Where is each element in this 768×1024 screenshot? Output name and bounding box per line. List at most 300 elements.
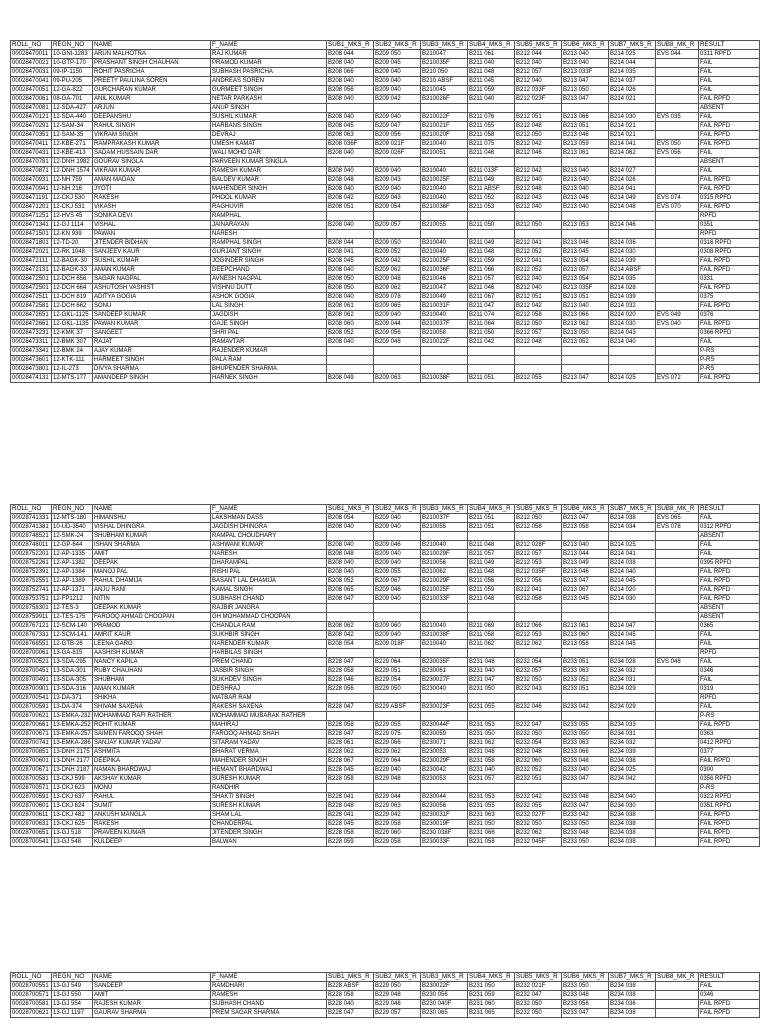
cell-name: RAHUL [93, 793, 211, 802]
table-row [11, 185, 760, 194]
cell-sub8-marks [656, 622, 699, 631]
cell-result: FAIL RPFD [699, 811, 760, 820]
cell-sub3-marks: B210036F [421, 203, 468, 212]
cell-father-name: NETAR PARKASH [211, 95, 327, 104]
cell-sub8-marks [656, 649, 699, 658]
table-row [11, 86, 760, 95]
cell-name: HIMANSHU [93, 514, 211, 523]
cell-sub8-marks [656, 820, 699, 829]
cell-sub8-marks [656, 239, 699, 248]
cell-sub6-marks: B213 044 [562, 550, 609, 559]
cell-sub1-marks: B228 045 [327, 766, 374, 775]
cell-sub3-marks [421, 613, 468, 622]
cell-roll-no: 00028470031 [11, 68, 52, 77]
cell-sub1-marks [327, 347, 374, 356]
cell-name: LEENA GARG [93, 640, 211, 649]
cell-regn-no: 13-GJ 548 [52, 838, 93, 847]
cell-sub5-marks: B212 051 [515, 113, 562, 122]
cell-regn-no: 13-DNH 2187 [52, 766, 93, 775]
cell-sub2-marks: B209 043 [374, 176, 421, 185]
cell-sub6-marks [562, 613, 609, 622]
cell-name: MANOJ PAL [93, 568, 211, 577]
cell-sub4-marks: B231 057 [468, 775, 515, 784]
cell-father-name: BALDEV KUMAR [211, 176, 327, 185]
cell-sub5-marks [515, 212, 562, 221]
cell-sub8-marks [656, 730, 699, 739]
cell-sub6-marks: B213 040 [562, 59, 609, 68]
cell-sub3-marks: B210040 [421, 248, 468, 257]
cell-father-name: PALA RAM [211, 356, 327, 365]
cell-roll-no: 00028700541 [11, 838, 52, 847]
cell-father-name: LAL SINGH [211, 302, 327, 311]
cell-regn-no: 12-TES-175 [52, 613, 93, 622]
cell-sub8-marks [656, 676, 699, 685]
cell-roll-no: 00028700541 [11, 694, 52, 703]
cell-result: FAIL [699, 113, 760, 122]
table-row [11, 1009, 760, 1018]
cell-sub2-marks [374, 212, 421, 221]
cell-sub5-marks: B212 051 [515, 293, 562, 302]
cell-sub1-marks [327, 212, 374, 221]
cell-roll-no: 00028472021 [11, 248, 52, 257]
table-row [11, 766, 760, 775]
cell-sub3-marks: B230044F [421, 721, 468, 730]
result-table-1 [10, 40, 760, 383]
cell-result: P-RS [699, 784, 760, 793]
cell-sub3-marks: B210040 [421, 541, 468, 550]
cell-regn-no: 13-CKJ 599 [52, 775, 93, 784]
cell-sub6-marks [562, 365, 609, 374]
cell-sub6-marks: B233 050 [562, 982, 609, 991]
cell-sub7-marks: B234 038 [609, 991, 656, 1000]
cell-result: FAIL RPFD [699, 577, 760, 586]
cell-roll-no: 00028700671 [11, 730, 52, 739]
cell-sub8-marks [656, 266, 699, 275]
cell-result: FAIL RPFD [699, 838, 760, 847]
cell-sub1-marks: B208 040 [327, 95, 374, 104]
cell-result: 0316 RPFD [699, 239, 760, 248]
cell-name: MONU [93, 784, 211, 793]
cell-result: FAIL RPFD [699, 374, 760, 383]
cell-result: 0311 RPFD [699, 50, 760, 59]
cell-roll-no: 00028700671 [11, 766, 52, 775]
cell-name: ANKUSH MANGLA [93, 811, 211, 820]
cell-father-name: SUKHDEV SINGH [211, 676, 327, 685]
column-header-father-name: F_NAME [211, 505, 327, 514]
cell-regn-no: 12-SAM-35 [52, 131, 93, 140]
cell-name: AMAN KUMAR [93, 266, 211, 275]
cell-sub6-marks: B233 042 [562, 811, 609, 820]
cell-sub7-marks: B214 044 [609, 59, 656, 68]
header-row [11, 505, 760, 514]
cell-sub6-marks: B213 046 [562, 239, 609, 248]
table-row [11, 113, 760, 122]
cell-sub8-marks [656, 77, 699, 86]
cell-sub7-marks: B214 037 [609, 77, 656, 86]
cell-name: SHIVAM SAXENA [93, 703, 211, 712]
cell-regn-no: 12-SAM-34 [52, 122, 93, 131]
table-row [11, 275, 760, 284]
cell-sub1-marks: B208 040 [327, 77, 374, 86]
cell-name: PRAMOD [93, 622, 211, 631]
table-row [11, 550, 760, 559]
cell-sub7-marks: B234 025 [609, 766, 656, 775]
cell-result: 0308 RPFD [699, 248, 760, 257]
cell-sub7-marks [609, 212, 656, 221]
table-row [11, 239, 760, 248]
cell-sub4-marks: B211 076 [468, 113, 515, 122]
cell-sub4-marks: B211 058 [468, 131, 515, 140]
column-header-sub3-marks: SUB3_MKS_R [421, 973, 468, 982]
table-row [11, 721, 760, 730]
cell-name: JYOTI [93, 185, 211, 194]
cell-sub6-marks: B233 051 [562, 658, 609, 667]
cell-sub1-marks: B208 042 [327, 631, 374, 640]
cell-sub7-marks [609, 694, 656, 703]
cell-result: FAIL [699, 676, 760, 685]
cell-name: RAJESH KUMAR [93, 1000, 211, 1009]
cell-result: FAIL RPFD [699, 829, 760, 838]
cell-regn-no: 12-SMK-24 [52, 532, 93, 541]
cell-regn-no: 12-BAGK-33 [52, 266, 93, 275]
cell-sub3-marks [421, 784, 468, 793]
cell-sub2-marks: B209 048 [374, 275, 421, 284]
cell-sub4-marks: B211 075 [468, 140, 515, 149]
cell-regn-no: 13-SDA-316 [52, 685, 93, 694]
cell-sub1-marks: B228 058 [327, 775, 374, 784]
cell-father-name: RAMESH [211, 991, 327, 1000]
cell-sub1-marks: B208 036F [327, 140, 374, 149]
cell-father-name: HEMANT BHARDWAJ [211, 766, 327, 775]
cell-sub6-marks: B213 062 [562, 320, 609, 329]
cell-sub7-marks: B214 048 [609, 203, 656, 212]
cell-sub2-marks: B229 064 [374, 757, 421, 766]
cell-sub8-marks: EVS 070 [656, 203, 699, 212]
cell-sub2-marks: B229 042 [374, 811, 421, 820]
cell-sub6-marks [562, 784, 609, 793]
cell-father-name: BASANT LAL DHAMIJA [211, 577, 327, 586]
cell-result: FAIL RPFD [699, 302, 760, 311]
cell-sub2-marks: B229 055 [374, 721, 421, 730]
cell-sub6-marks: B233 047 [562, 802, 609, 811]
cell-sub3-marks: B210058 [421, 329, 468, 338]
cell-sub2-marks: B209 043 [374, 194, 421, 203]
cell-result: RPFD [699, 649, 760, 658]
cell-sub2-marks: B229 040 [374, 766, 421, 775]
cell-sub5-marks: B232 051 [515, 775, 562, 784]
cell-sub1-marks: B208 054 [327, 514, 374, 523]
cell-sub8-marks [656, 577, 699, 586]
cell-sub1-marks: B228 045 [327, 820, 374, 829]
cell-father-name: ANDREAS SOREN [211, 77, 327, 86]
cell-sub2-marks [374, 694, 421, 703]
cell-result: 0363 [699, 730, 760, 739]
table-row [11, 838, 760, 847]
cell-sub1-marks [327, 613, 374, 622]
cell-regn-no: 12-AP-1384 [52, 568, 93, 577]
cell-sub4-marks [468, 365, 515, 374]
cell-sub8-marks [656, 604, 699, 613]
cell-sub8-marks [656, 766, 699, 775]
cell-sub8-marks [656, 338, 699, 347]
cell-sub1-marks: B208 047 [327, 595, 374, 604]
cell-name: RAHUL SINGH [93, 122, 211, 131]
cell-sub3-marks: B210021F [421, 122, 468, 131]
cell-sub3-marks: B210038F [421, 631, 468, 640]
cell-sub7-marks [609, 365, 656, 374]
cell-sub7-marks: B214 041 [609, 550, 656, 559]
table-row [11, 203, 760, 212]
column-header-regn-no: REGN_NO [52, 973, 93, 982]
cell-sub1-marks: B208 051 [327, 203, 374, 212]
cell-sub6-marks: B233 055 [562, 721, 609, 730]
table-row [11, 374, 760, 383]
cell-name: SHUBHAM [93, 676, 211, 685]
cell-roll-no: 00028748521 [11, 532, 52, 541]
cell-name: ARUN MALHOTRA [93, 50, 211, 59]
cell-roll-no: 00028759911 [11, 613, 52, 622]
cell-sub4-marks: B211 051 [468, 523, 515, 532]
cell-sub2-marks: B209 040 [374, 185, 421, 194]
cell-father-name: MAHENDER SINGH [211, 757, 327, 766]
cell-sub3-marks: B210046 [421, 275, 468, 284]
column-header-sub6-marks: SUB6_MKS_R [562, 505, 609, 514]
cell-roll-no: 00028700621 [11, 1009, 52, 1018]
cell-father-name: MOHAMMAD MUBARAK RATHER [211, 712, 327, 721]
column-header-sub1-marks: SUB1_MKS_R [327, 41, 374, 50]
cell-roll-no: 00028473341 [11, 347, 52, 356]
cell-sub1-marks: B208 040 [327, 338, 374, 347]
cell-name: SHIKHA [93, 694, 211, 703]
column-header-sub2-marks: SUB2_MKS_R [374, 505, 421, 514]
cell-sub2-marks: B229 048 [374, 775, 421, 784]
cell-roll-no: 00028472111 [11, 257, 52, 266]
cell-sub5-marks: B212 058 [515, 311, 562, 320]
cell-name: SANGEET [93, 329, 211, 338]
cell-sub2-marks: B229 050 [374, 685, 421, 694]
cell-sub7-marks: B214 025 [609, 50, 656, 59]
cell-regn-no: 13-GJ 554 [52, 1000, 93, 1009]
cell-sub8-marks [656, 541, 699, 550]
cell-sub5-marks: B212 055 [515, 374, 562, 383]
cell-name: AMAN KUMAR [93, 685, 211, 694]
cell-roll-no: 00028472131 [11, 266, 52, 275]
cell-result: FAIL RPFD [699, 595, 760, 604]
cell-sub7-marks: B234 038 [609, 829, 656, 838]
cell-sub6-marks: B213 045 [562, 595, 609, 604]
cell-sub4-marks: B211 050 [468, 329, 515, 338]
cell-sub3-marks: B230022F [421, 982, 468, 991]
cell-father-name: DEEPCHAND [211, 266, 327, 275]
cell-sub4-marks: B211 046 [468, 284, 515, 293]
cell-sub4-marks: B211 045 [468, 77, 515, 86]
cell-result: FAIL RPFD [699, 257, 760, 266]
cell-sub3-marks: B210055 [421, 221, 468, 230]
cell-sub6-marks: B213 046 [562, 568, 609, 577]
cell-name: DEEPAK KUMAR [93, 604, 211, 613]
cell-regn-no: 12-HVS 45 [52, 212, 93, 221]
cell-sub2-marks: B209 062 [374, 284, 421, 293]
table-row [11, 194, 760, 203]
cell-father-name: RAMPHAL [211, 212, 327, 221]
cell-sub5-marks: B212 023F [515, 95, 562, 104]
cell-name: RAMPRAKASH KUMAR [93, 140, 211, 149]
cell-name: VIKRAM SINGH [93, 131, 211, 140]
cell-name: DEEPIKA [93, 757, 211, 766]
table-row [11, 329, 760, 338]
table-row [11, 347, 760, 356]
cell-sub5-marks: B212 048 [515, 122, 562, 131]
cell-sub1-marks: B208 044 [327, 239, 374, 248]
cell-sub6-marks [562, 347, 609, 356]
cell-roll-no: 00028474131 [11, 374, 52, 383]
cell-regn-no: 12-GTB-26 [52, 640, 93, 649]
cell-regn-no: 13-CKJ 637 [52, 793, 93, 802]
table-row [11, 712, 760, 721]
cell-sub8-marks [656, 775, 699, 784]
cell-sub8-marks [656, 230, 699, 239]
cell-regn-no: 13-EMKA-286 [53, 740, 91, 746]
cell-sub5-marks: B232 054 [515, 658, 562, 667]
cell-sub3-marks: B210040 [421, 622, 468, 631]
table-row [11, 365, 760, 374]
cell-sub5-marks: B212 050 [515, 320, 562, 329]
cell-sub2-marks: B229 057 [374, 1009, 421, 1018]
cell-sub4-marks: B211 069 [468, 622, 515, 631]
cell-sub3-marks: B230053 [421, 775, 468, 784]
cell-father-name: UMESH KAMAT [211, 140, 327, 149]
cell-regn-no: 10-GNI-1283 [52, 50, 93, 59]
cell-sub4-marks: B211 058 [468, 631, 515, 640]
cell-sub5-marks: B232 057 [515, 667, 562, 676]
cell-sub1-marks: B208 040 [327, 167, 374, 176]
cell-sub4-marks: B211 049 [468, 239, 515, 248]
table-row [11, 667, 760, 676]
cell-sub2-marks: B209 050 [374, 50, 421, 59]
cell-sub8-marks [656, 721, 699, 730]
cell-result: 0366 RPFD [699, 329, 760, 338]
cell-name: AMANDEEP SINGH [93, 374, 211, 383]
cell-sub4-marks: B231 058 [468, 757, 515, 766]
cell-sub8-marks [656, 982, 699, 991]
cell-sub3-marks [421, 356, 468, 365]
cell-sub3-marks [421, 104, 468, 113]
cell-sub1-marks [327, 604, 374, 613]
cell-result: ABSENT [699, 613, 760, 622]
column-header-roll-no: ROLL_NO [11, 973, 52, 982]
cell-father-name: GAJE SINGH [211, 320, 327, 329]
cell-sub5-marks: B212 058 [515, 595, 562, 604]
cell-roll-no: 00028471501 [11, 230, 52, 239]
cell-roll-no: 00028758301 [11, 604, 52, 613]
cell-sub8-marks: EVS 035 [656, 113, 699, 122]
cell-father-name: DESHRAJ [211, 685, 327, 694]
cell-sub5-marks: B232 042 [515, 793, 562, 802]
cell-sub3-marks: B230019F [421, 820, 468, 829]
cell-father-name: JASBIR SINGH [211, 667, 327, 676]
cell-sub6-marks: B233 052 [562, 676, 609, 685]
table-row [11, 604, 760, 613]
cell-sub7-marks: B214 041 [609, 140, 656, 149]
cell-sub7-marks: B214 030 [609, 248, 656, 257]
cell-result: FAIL [699, 77, 760, 86]
cell-regn-no: 09-PU-205 [52, 77, 93, 86]
cell-sub1-marks [327, 649, 374, 658]
cell-sub5-marks: B212 052 [515, 248, 562, 257]
cell-sub4-marks: B231 048 [468, 658, 515, 667]
cell-sub6-marks: B233 048 [562, 757, 609, 766]
cell-sub1-marks: B208 040 [327, 541, 374, 550]
cell-sub1-marks [327, 104, 374, 113]
cell-sub2-marks [374, 104, 421, 113]
cell-regn-no: 13-GJ 549 [52, 982, 93, 991]
cell-sub8-marks [656, 532, 699, 541]
table-row [11, 77, 760, 86]
cell-sub4-marks: B211 062 [468, 640, 515, 649]
cell-regn-no: 12-RK 1048 [52, 248, 93, 257]
cell-sub2-marks: B209 048 [374, 338, 421, 347]
cell-name: GURCHARAN KUMAR [93, 86, 211, 95]
cell-sub1-marks: B228 058 [327, 721, 374, 730]
cell-sub2-marks: B209 040 [374, 595, 421, 604]
cell-sub1-marks: B228 047 [327, 658, 374, 667]
cell-sub6-marks: B213 058 [562, 640, 609, 649]
cell-sub3-marks: B210036F [421, 266, 468, 275]
cell-sub1-marks [327, 365, 374, 374]
cell-sub8-marks [656, 68, 699, 77]
cell-roll-no: 00028752201 [11, 550, 52, 559]
cell-sub8-marks [656, 1009, 699, 1018]
cell-sub3-marks: B230 040F [421, 1000, 468, 1009]
cell-sub4-marks: B211 057 [468, 550, 515, 559]
cell-roll-no: 00028471201 [11, 203, 52, 212]
cell-sub2-marks: B229 060 [374, 829, 421, 838]
cell-regn-no: 13-DNH 2175 [52, 748, 93, 757]
cell-sub3-marks: B210025F [421, 257, 468, 266]
cell-sub2-marks: B209 040 [374, 523, 421, 532]
cell-sub1-marks: B208 045 [327, 257, 374, 266]
cell-name: GOURAV SINGLA [93, 158, 211, 167]
cell-sub8-marks [656, 802, 699, 811]
cell-result: ABSENT [699, 532, 760, 541]
cell-sub2-marks: B209 046 [374, 586, 421, 595]
table-row [11, 685, 760, 694]
table-row [11, 703, 760, 712]
cell-sub8-marks [656, 221, 699, 230]
cell-sub8-marks [656, 739, 699, 748]
table-row [11, 820, 760, 829]
table-row [11, 613, 760, 622]
cell-sub7-marks: B234 029 [609, 703, 656, 712]
table-row [11, 586, 760, 595]
cell-sub3-marks: B210040 [421, 640, 468, 649]
cell-sub2-marks: B229 048 [374, 991, 421, 1000]
cell-sub4-marks: B231 059 [468, 991, 515, 1000]
cell-father-name: JAINARAYAN [211, 221, 327, 230]
cell-sub6-marks: B213 058 [562, 523, 609, 532]
cell-sub8-marks [656, 586, 699, 595]
column-header-sub4-marks: SUB4_MKS_R [468, 505, 515, 514]
cell-roll-no: 00028700601 [11, 757, 52, 766]
column-header-sub6-marks: SUB6_MKS_R [562, 41, 609, 50]
cell-sub3-marks: B210029F [421, 550, 468, 559]
cell-sub7-marks: B214 049 [609, 194, 656, 203]
cell-name: ROHIT KUMAR [93, 721, 211, 730]
cell-result: 0356 RPFD [699, 775, 760, 784]
cell-result: FAIL RPFD [699, 176, 760, 185]
cell-sub7-marks: B214 047 [609, 622, 656, 631]
cell-sub1-marks: B208 040 [327, 59, 374, 68]
